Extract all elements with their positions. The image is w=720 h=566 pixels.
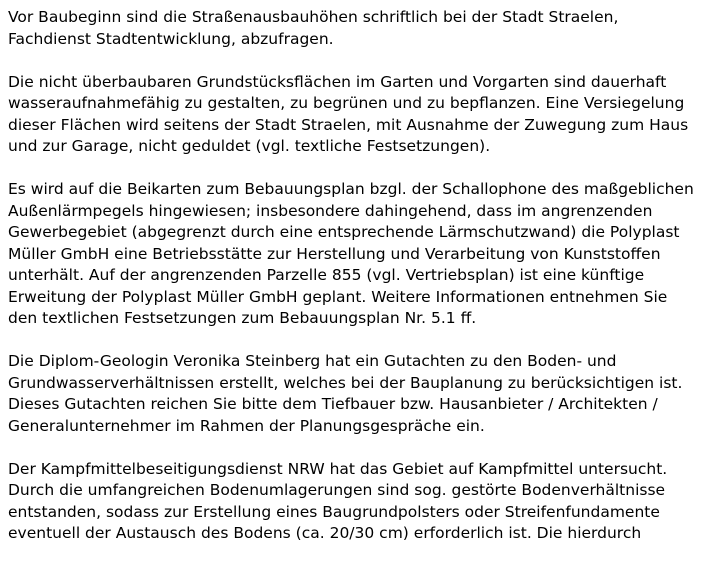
text-line: Fachdienst Stadtentwicklung, abzufragen. bbox=[8, 29, 334, 48]
text-line: Gewerbegebiet (abgegrenzt durch eine entsprechende Lärmschutzwand) die Polyplast bbox=[8, 223, 680, 241]
text-line: und zur Garage, nicht geduldet (vgl. textliche Festsetzungen). bbox=[8, 137, 491, 155]
paragraph-geology-report bbox=[8, 351, 718, 437]
document-body bbox=[8, 7, 718, 566]
text-line: Müller GmbH eine Betriebsstätte zur Herstellung und Verarbeitung von Kunststoffen bbox=[8, 244, 661, 263]
text-line: dieser Flächen wird seitens der Stadt Straelen, mit Ausnahme der Zuwegung zum Haus bbox=[8, 115, 689, 134]
paragraph-road-heights bbox=[8, 7, 718, 50]
paragraph-noise-maps bbox=[8, 179, 718, 330]
text-line: entstanden, sodass zur Erstellung eines Baugrundpolsters oder Streifenfundamente bbox=[8, 502, 660, 521]
paragraph-unbuilt-areas bbox=[8, 72, 718, 158]
text-line: Dieses Gutachten reichen Sie bitte dem Tiefbauer bzw. Hausanbieter / Architekten / bbox=[8, 395, 658, 413]
text-line: Generalunternehmer im Rahmen der Planungsgespräche ein. bbox=[8, 416, 485, 435]
text-line: Der Kampfmittelbeseitigungsdienst NRW hat das Gebiet auf Kampfmittel untersucht. bbox=[8, 459, 668, 478]
text-line: Die Diplom-Geologin Veronika Steinberg hat ein Gutachten zu den Boden- und bbox=[8, 352, 617, 370]
text-line: Durch die umfangreichen Bodenumlagerungen sind sog. gestörte Bodenverhältnisse bbox=[8, 481, 666, 499]
paragraph-ordnance-survey bbox=[8, 459, 718, 545]
text-line: Grundwasserverhältnissen erstellt, welches bei der Bauplanung zu berücksichtigen ist. bbox=[8, 373, 683, 392]
text-line: wasseraufnahmefähig zu gestalten, zu begrünen und zu bepflanzen. Eine Versiegelung bbox=[8, 94, 685, 112]
text-line: Vor Baubeginn sind die Straßenausbauhöhen schriftlich bei der Stadt Straelen, bbox=[8, 8, 619, 26]
text-line: Die nicht überbaubaren Grundstücksflächen im Garten und Vorgarten sind dauerhaft bbox=[8, 72, 667, 91]
text-line: den textlichen Festsetzungen zum Bebauungsplan Nr. 5.1 ff. bbox=[8, 309, 477, 327]
text-line: eventuell der Austausch des Bodens (ca. 20/30 cm) erforderlich ist. Die hierdurch bbox=[8, 524, 642, 542]
text-line: Außenlärmpegels hingewiesen; insbesondere dahingehend, dass im angrenzenden bbox=[8, 201, 653, 220]
text-line: unterhält. Auf der angrenzenden Parzelle 855 (vgl. Vertriebsplan) ist eine künftige bbox=[8, 266, 645, 284]
text-line: Erweitung der Polyplast Müller GmbH geplant. Weitere Informationen entnehmen Sie bbox=[8, 287, 668, 306]
text-line: Es wird auf die Beikarten zum Bebauungsplan bzgl. der Schallophone des maßgeblichen bbox=[8, 180, 694, 198]
